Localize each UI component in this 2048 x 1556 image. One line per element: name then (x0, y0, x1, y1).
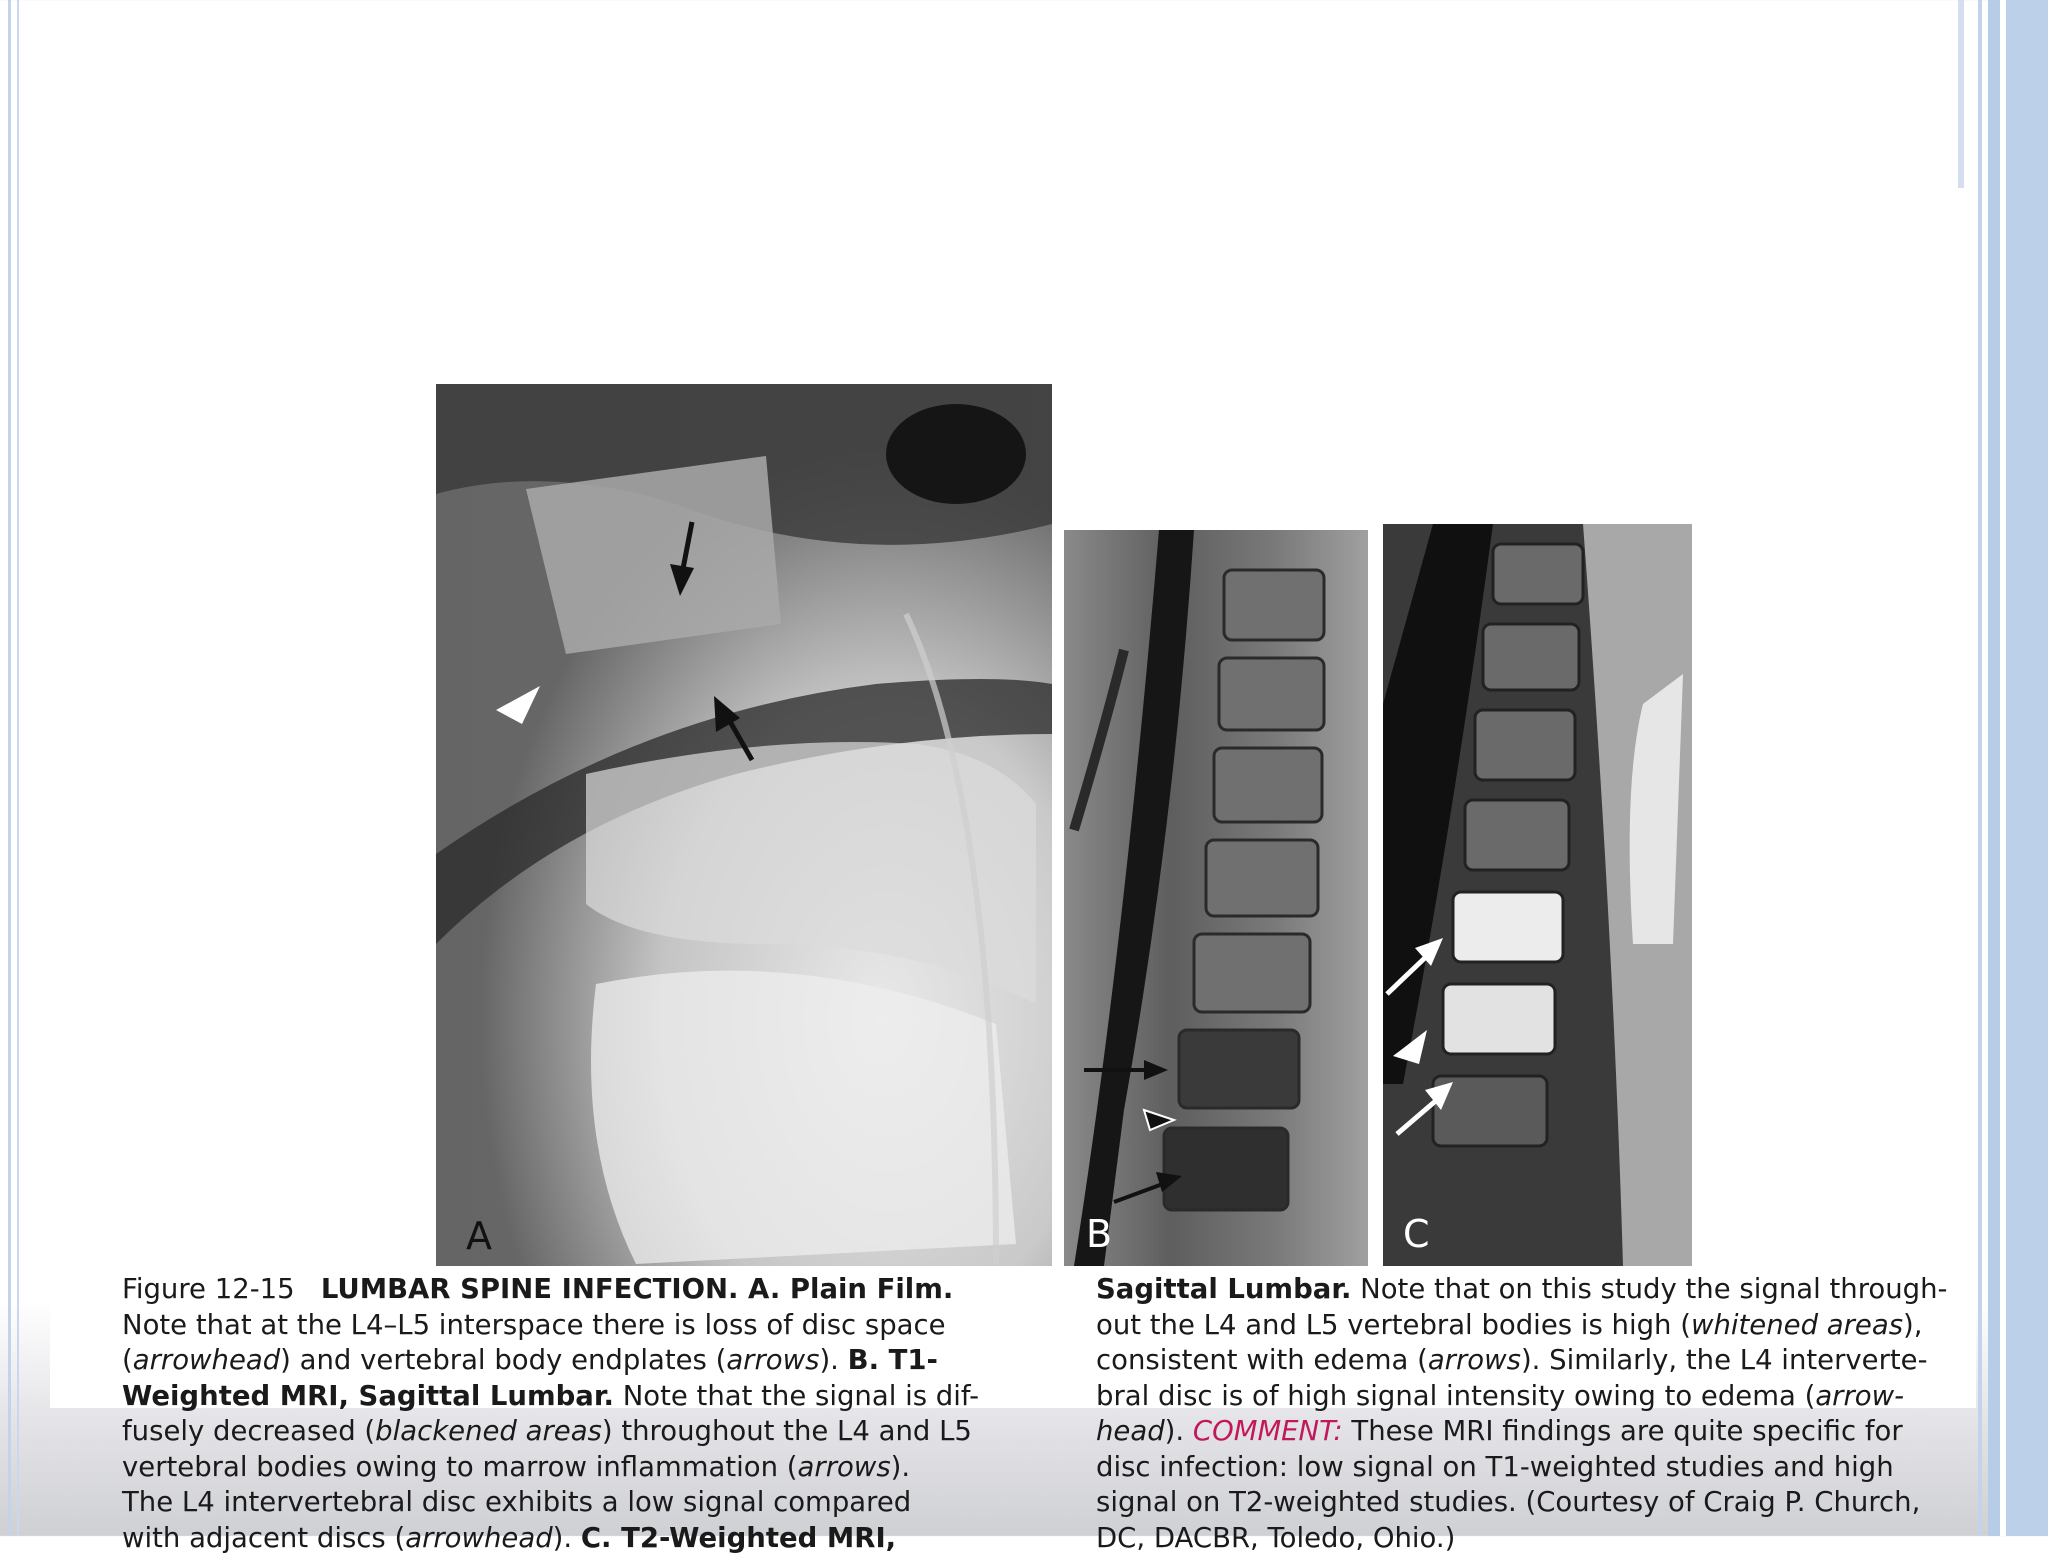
panel-letter-a: A (466, 1214, 492, 1258)
caption-text-run: arrowhead (405, 1522, 552, 1554)
mri-t1-image (1064, 530, 1368, 1266)
caption-line (1096, 1521, 2016, 1556)
caption-line (122, 1485, 1062, 1521)
caption-line (1096, 1414, 2016, 1450)
mri-t2-panel-c (1383, 524, 1692, 1266)
caption-text-run: ). (819, 1344, 847, 1376)
caption-text-run: DC, DACBR, Toledo, Ohio.) (1096, 1522, 1455, 1554)
caption-text-run: ) throughout the L4 and L5 (602, 1415, 972, 1447)
caption-text-run: fusely decreased ( (122, 1415, 375, 1447)
panel-letter-c: C (1403, 1212, 1430, 1256)
mri-t1-panel-b (1064, 530, 1368, 1266)
caption-line (1096, 1343, 2016, 1379)
caption-text-run: Note that the signal is dif- (614, 1380, 979, 1412)
caption-line (1096, 1308, 2016, 1344)
xray-image (436, 384, 1052, 1266)
caption-line (1096, 1272, 2016, 1308)
caption-text-run: signal on T2-weighted studies. (Courtesy of Craig P. Church, (1096, 1486, 1920, 1518)
caption-line (1096, 1485, 2016, 1521)
caption-text-run: arrows (1428, 1344, 1521, 1376)
caption-text-run: Note that at the L4–L5 interspace there is loss of disc space (122, 1309, 946, 1341)
caption-text-run: ), (1903, 1309, 1922, 1341)
caption-text-run: Weighted MRI, Sagittal Lumbar. (122, 1380, 614, 1412)
caption-text-run: arrows (798, 1451, 891, 1483)
caption-text-run: Figure 12-15 (122, 1273, 321, 1305)
caption-text-run: ( (122, 1344, 133, 1376)
caption-text-run: Note that on this study the signal through- (1351, 1273, 1947, 1305)
caption-text-run: consistent with edema ( (1096, 1344, 1428, 1376)
caption-text-run: The L4 intervertebral disc exhibits a low signal compared (122, 1486, 911, 1518)
caption-text-run: disc infection: low signal on T1-weighted studies and high (1096, 1451, 1894, 1483)
caption-text-run: arrowhead (133, 1344, 280, 1376)
caption-text-run: C. T2-Weighted MRI, (581, 1522, 896, 1554)
caption-text-run: blackened areas (375, 1415, 602, 1447)
caption-line (122, 1414, 1062, 1450)
xray-panel-a (436, 384, 1052, 1266)
caption-text-run: head (1096, 1415, 1165, 1447)
caption-text-run: whitened areas (1691, 1309, 1903, 1341)
caption-text-run: ) and vertebral body endplates ( (280, 1344, 726, 1376)
caption-line (122, 1379, 1062, 1415)
caption-text-run: LUMBAR SPINE INFECTION. A. Plain Film. (321, 1273, 953, 1305)
caption-text-run: bral disc is of high signal intensity owing to edema ( (1096, 1380, 1815, 1412)
caption-line (122, 1308, 1062, 1344)
caption-line (1096, 1450, 2016, 1486)
caption-text-run: arrow- (1815, 1380, 1904, 1412)
caption-text-run: B. T1- (848, 1344, 938, 1376)
caption-text-run: vertebral bodies owing to marrow inflammation ( (122, 1451, 798, 1483)
caption-text-run: These MRI findings are quite specific for (1343, 1415, 1903, 1447)
caption-text-run: out the L4 and L5 vertebral bodies is high ( (1096, 1309, 1691, 1341)
caption-line (1096, 1379, 2016, 1415)
caption-text-run: ). (553, 1522, 581, 1554)
slide-frame-right-accent (1958, 0, 1964, 188)
caption-text-run: arrows (726, 1344, 819, 1376)
caption-line (122, 1343, 1062, 1379)
mri-t2-image (1383, 524, 1692, 1266)
caption-text-run: Sagittal Lumbar. (1096, 1273, 1351, 1305)
figure-page (50, 188, 1976, 1408)
caption-text-run: with adjacent discs ( (122, 1522, 405, 1554)
panel-letter-b: B (1086, 1212, 1112, 1256)
slide-frame-left-inner (17, 0, 19, 1536)
caption-left-column (122, 1272, 1062, 1556)
caption-line (122, 1450, 1062, 1486)
caption-right-column (1096, 1272, 2016, 1556)
caption-line (122, 1272, 1062, 1308)
caption-text-run: ). (1165, 1415, 1193, 1447)
caption-text-run: ). Similarly, the L4 interverte- (1521, 1344, 1928, 1376)
caption-line (122, 1521, 1062, 1556)
caption-text-run: ). (891, 1451, 910, 1483)
comment-label: COMMENT: (1193, 1415, 1343, 1447)
slide-frame-left-outer (8, 0, 11, 1536)
